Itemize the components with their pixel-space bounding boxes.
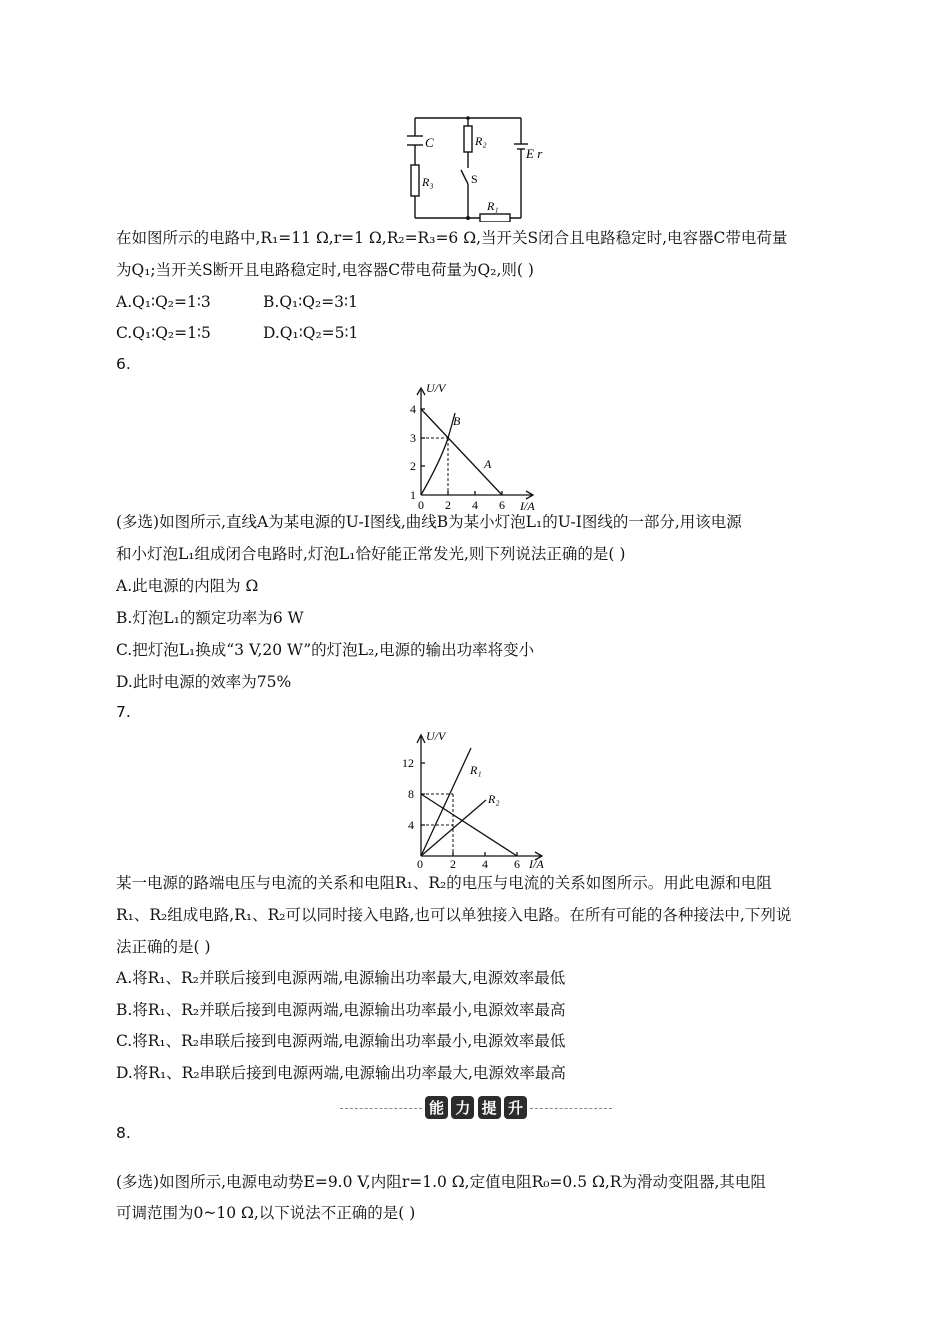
q6-ylabel: U/V (426, 381, 446, 395)
label-r3: R₃ (422, 175, 434, 189)
q6-xtick-6: 6 (499, 498, 505, 512)
q7-xtick-6: 6 (514, 857, 520, 870)
q7-stem-line2: R₁、R₂组成电路,R₁、R₂可以同时接入电路,也可以单独接入电路。在所有可能的各种接法中,下列说 (116, 906, 792, 924)
q7-label-r2: R₂ (488, 792, 500, 806)
q7-ylabel: U/V (426, 729, 446, 743)
q6-ytick-3: 3 (410, 431, 416, 445)
q7-label-r1: R₁ (470, 763, 482, 777)
banner-char: 提 (478, 1096, 501, 1119)
banner-divider-left (340, 1108, 422, 1109)
q6-ytick-1: 1 (410, 488, 416, 502)
circuit-diagram (405, 112, 555, 222)
label-s: S (471, 172, 478, 186)
q8-number: 8. (116, 1124, 131, 1142)
q6-ytick-4: 4 (410, 402, 416, 416)
q5-stem-line2: 为Q₁;当开关S断开且电路稳定时,电容器C带电荷量为Q₂,则( ) (116, 261, 534, 279)
q5-option-d: D.Q₁∶Q₂=5∶1 (263, 324, 359, 342)
q5-option-b: B.Q₁∶Q₂=3∶1 (263, 293, 358, 311)
label-er: E r (526, 146, 543, 161)
q6-option-b: B.灯泡L₁的额定功率为6 W (116, 609, 304, 627)
q7-xtick-2: 2 (450, 857, 456, 870)
q7-option-c: C.将R₁、R₂串联后接到电源两端,电源输出功率最小,电源效率最低 (116, 1032, 566, 1050)
banner-char: 能 (425, 1096, 448, 1119)
q7-xtick-4: 4 (482, 857, 488, 870)
q6-xtick-2: 2 (445, 498, 451, 512)
section-banner (340, 1096, 612, 1122)
q6-ytick-2: 2 (410, 459, 416, 473)
label-c: C (425, 135, 434, 150)
q7-stem-line3: 法正确的是( ) (116, 938, 211, 956)
q5-option-a: A.Q₁∶Q₂=1∶3 (116, 293, 211, 311)
q7-xlabel: I/A (529, 857, 544, 870)
q8-stem-line1: (多选)如图所示,电源电动势E=9.0 V,内阻r=1.0 Ω,定值电阻R₀=0.5 Ω,R为滑动变阻器,其电阻 (116, 1173, 766, 1191)
q7-option-a: A.将R₁、R₂并联后接到电源两端,电源输出功率最大,电源效率最低 (116, 969, 566, 987)
q8-stem-line2: 可调范围为0~10 Ω,以下说法不正确的是( ) (116, 1204, 416, 1222)
q7-number: 7. (116, 703, 131, 721)
label-r2: R₂ (475, 134, 487, 148)
q6-xlabel: I/A (520, 499, 535, 512)
q6-option-d: D.此时电源的效率为75% (116, 673, 292, 691)
q6-stem-line2: 和小灯泡L₁组成闭合电路时,灯泡L₁恰好能正常发光,则下列说法正确的是( ) (116, 545, 626, 563)
q6-label-a: A (484, 457, 492, 471)
banner-title (425, 1096, 527, 1122)
q5-stem-line1: 在如图所示的电路中,R₁=11 Ω,r=1 Ω,R₂=R₃=6 Ω,当开关S闭合且电路稳定时,电容器C带电荷量 (116, 229, 788, 247)
q7-option-b: B.将R₁、R₂并联后接到电源两端,电源输出功率最小,电源效率最高 (116, 1001, 566, 1019)
q7-stem-line1: 某一电源的路端电压与电流的关系和电阻R₁、R₂的电压与电流的关系如图所示。用此电源和电阻 (116, 874, 772, 892)
q6-label-b: B (453, 414, 461, 428)
q7-option-d: D.将R₁、R₂串联后接到电源两端,电源输出功率最大,电源效率最高 (116, 1064, 566, 1082)
q6-xtick-0: 0 (418, 498, 424, 512)
q7-ytick-4: 4 (408, 818, 414, 832)
q6-stem-line1: (多选)如图所示,直线A为某电源的U-I图线,曲线B为某小灯泡L₁的U-I图线的一部分,用该电源 (116, 513, 742, 531)
q7-xtick-0: 0 (417, 857, 423, 870)
q6-option-a: A.此电源的内阻为 Ω (116, 577, 259, 595)
q7-ytick-8: 8 (408, 787, 414, 801)
label-r1: R₁ (487, 199, 499, 213)
q6-ui-graph (398, 380, 548, 512)
q7-ytick-12: 12 (402, 756, 414, 770)
q7-ui-graph (396, 728, 556, 870)
banner-char: 升 (504, 1096, 527, 1119)
q6-number: 6. (116, 355, 131, 373)
q5-option-c: C.Q₁∶Q₂=1∶5 (116, 324, 211, 342)
banner-char: 力 (451, 1096, 474, 1119)
q6-option-c: C.把灯泡L₁换成“3 V,20 W”的灯泡L₂,电源的输出功率将变小 (116, 641, 535, 659)
q6-xtick-4: 4 (472, 498, 478, 512)
banner-divider-right (530, 1108, 612, 1109)
